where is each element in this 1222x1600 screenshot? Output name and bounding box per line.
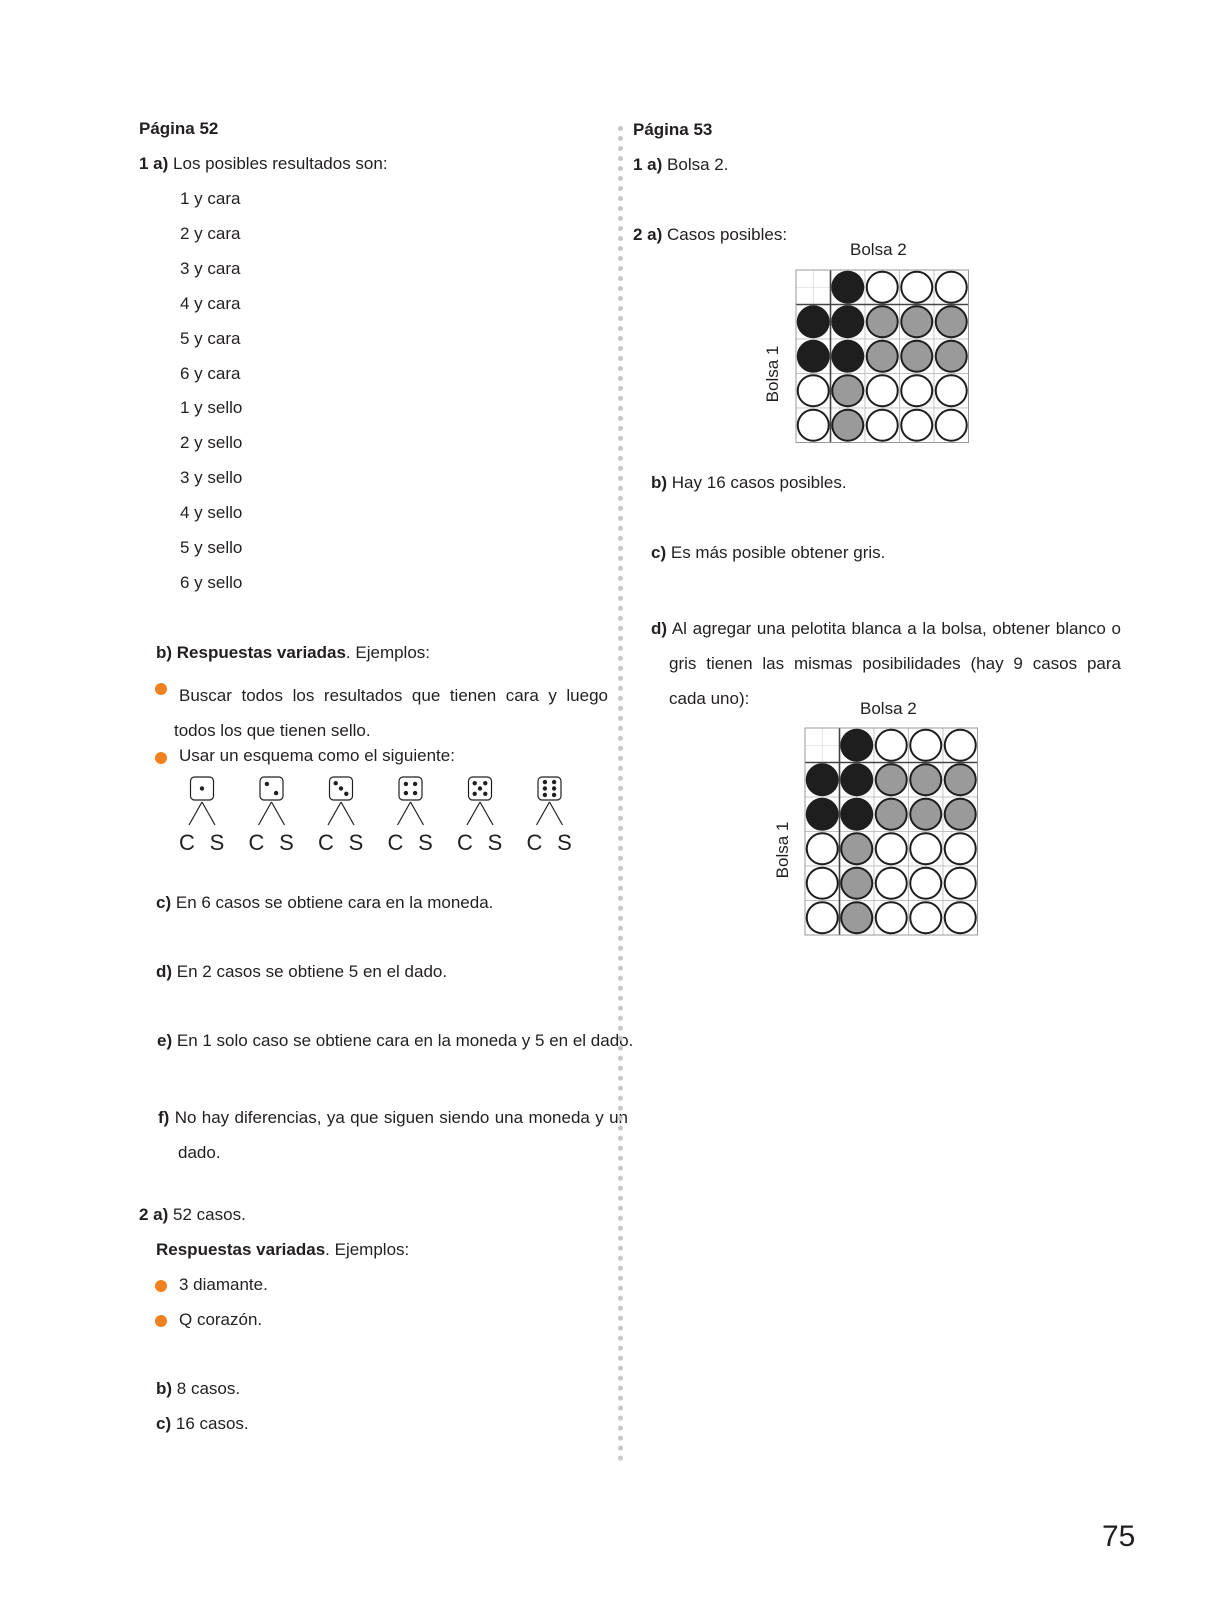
ball-gray <box>936 341 967 372</box>
tree-branch <box>272 802 285 825</box>
q1f-left <box>158 1100 628 1170</box>
ball-white <box>876 730 907 761</box>
q2b-text: 8 casos. <box>176 1379 241 1398</box>
ball-white <box>807 902 838 933</box>
q1b-left <box>156 643 430 663</box>
outcome-item: 4 y cara <box>180 294 241 313</box>
ball-black <box>841 764 872 795</box>
ball-gray <box>910 764 941 795</box>
ball-gray <box>945 764 976 795</box>
right-page-heading: Página 53 <box>633 120 713 139</box>
q2d-right-label: d) <box>651 619 668 638</box>
q2-bullet-2: Q corazón. <box>179 1310 263 1329</box>
q2b-label: b) <box>156 1379 173 1398</box>
outcome-item: 6 y cara <box>180 364 241 383</box>
ball-white <box>936 375 967 406</box>
ball-white <box>936 272 967 303</box>
ball-white <box>910 902 941 933</box>
outcome-item: 1 y cara <box>180 189 241 208</box>
q2c-right <box>651 543 885 563</box>
q1d-left <box>156 962 447 982</box>
q2-bullet-1: 3 diamante. <box>179 1275 268 1294</box>
q2b-right <box>651 473 847 493</box>
ball-black <box>832 272 863 303</box>
bullet-icon <box>155 1315 167 1327</box>
tree-label-s: S <box>279 830 294 855</box>
q2b-left <box>156 1379 240 1399</box>
die-6-icon <box>538 777 561 800</box>
die-3-icon <box>330 777 353 800</box>
ball-black <box>807 764 838 795</box>
tree-branch <box>411 802 424 825</box>
outcome-item: 4 y sello <box>180 503 243 522</box>
grid1-outcome-grid <box>795 269 969 443</box>
q1e-text: En 1 solo caso se obtiene cara en la moneda y 5 en el dado. <box>176 1031 634 1050</box>
ball-white <box>910 730 941 761</box>
ball-white <box>867 410 898 441</box>
tree-label-s: S <box>348 830 364 855</box>
outcome-item: 2 y cara <box>180 224 241 243</box>
bullet-1-text: Buscar todos los resultados que tienen cara y luego todos los que tienen sello. <box>174 686 608 740</box>
ball-gray <box>901 341 932 372</box>
grid2-col-label: Bolsa 2 <box>860 699 917 718</box>
outcome-item: 2 y sello <box>180 433 243 452</box>
q2d-right-text: Al agregar una pelotita blanca a la bolsa, obtener blanco o gris tienen las mismas posibilidades (hay 9 casos para cada uno): <box>669 619 1121 708</box>
ball-black <box>841 730 872 761</box>
q1d-text: En 2 casos se obtiene 5 en el dado. <box>176 962 448 981</box>
q2-responses-text: . Ejemplos: <box>325 1240 410 1259</box>
outcome-item: 3 y cara <box>180 259 241 278</box>
q1b-text: . Ejemplos: <box>345 643 431 662</box>
ball-gray <box>876 764 907 795</box>
tree-label-s: S <box>557 830 572 855</box>
tree-label-c: C <box>387 830 404 855</box>
ball-white <box>798 410 829 441</box>
dice-tree-group <box>179 777 572 855</box>
ball-white <box>945 833 976 864</box>
q1a-right-text: Bolsa 2. <box>667 155 729 174</box>
tree-label-s: S <box>209 830 225 855</box>
ball-white <box>936 410 967 441</box>
bullet-icon <box>155 1280 167 1292</box>
ball-gray <box>841 833 872 864</box>
ball-white <box>807 833 838 864</box>
grid2-outcome-grid <box>804 727 980 937</box>
ball-white <box>876 868 907 899</box>
q2b-right-text: Hay 16 casos posibles. <box>671 473 847 492</box>
left-page-heading: Página 52 <box>139 119 219 138</box>
tree-label-c: C <box>248 830 265 855</box>
q2a-right-label: 2 a) <box>633 225 663 244</box>
grid2-cells <box>805 728 978 935</box>
ball-white <box>945 730 976 761</box>
outcome-item: 5 y sello <box>180 538 243 557</box>
ball-gray <box>832 375 863 406</box>
ball-white <box>798 375 829 406</box>
ball-black <box>841 799 872 830</box>
ball-white <box>945 902 976 933</box>
tree-label-c: C <box>318 830 334 855</box>
die-2-icon <box>260 777 283 800</box>
bullet-icon <box>155 683 167 695</box>
q2c-label: c) <box>156 1414 172 1433</box>
ball-gray <box>901 306 932 337</box>
q2a-label: 2 a) <box>139 1205 169 1224</box>
ball-white <box>901 410 932 441</box>
q2c-right-label: c) <box>651 543 667 562</box>
grid1-col-label: Bolsa 2 <box>850 240 907 259</box>
outcome-item: 3 y sello <box>180 468 243 487</box>
q2a-right <box>633 225 787 245</box>
q1c-label: c) <box>156 893 172 912</box>
ball-white <box>867 272 898 303</box>
q1f-label: f) <box>158 1108 170 1127</box>
q1c-text: En 6 casos se obtiene cara en la moneda. <box>175 893 494 912</box>
ball-white <box>876 902 907 933</box>
tree-label-s: S <box>487 830 503 855</box>
ball-white <box>901 272 932 303</box>
outcome-item: 6 y sello <box>180 573 243 592</box>
grid1-cells <box>796 270 969 443</box>
q2a-left <box>139 1205 246 1225</box>
tree-branch <box>259 802 272 825</box>
column-divider <box>618 126 623 1462</box>
q2b-right-label: b) <box>651 473 668 492</box>
q2a-text: 52 casos. <box>173 1205 246 1224</box>
q1e-label: e) <box>157 1031 173 1050</box>
ball-white <box>910 868 941 899</box>
tree-branch <box>398 802 411 825</box>
tree-branch <box>537 802 550 825</box>
ball-white <box>867 375 898 406</box>
ball-gray <box>841 868 872 899</box>
tree-label-s: S <box>418 830 433 855</box>
tree-branch <box>189 802 202 825</box>
tree-branch <box>328 802 341 825</box>
ball-black <box>798 306 829 337</box>
ball-white <box>876 833 907 864</box>
tree-label-c: C <box>526 830 543 855</box>
ball-gray <box>841 902 872 933</box>
tree-branch <box>480 802 493 825</box>
q1a-text: Los posibles resultados son: <box>173 154 388 173</box>
bullet-icon <box>155 752 167 764</box>
ball-white <box>901 375 932 406</box>
ball-gray <box>867 306 898 337</box>
bullet-2-text: Usar un esquema como el siguiente: <box>179 746 455 765</box>
q1e-left <box>157 1031 633 1051</box>
q2-responses-label: Respuestas variadas <box>156 1240 326 1259</box>
ball-black <box>798 341 829 372</box>
die-4-icon <box>399 777 422 800</box>
q1a-left <box>139 154 388 174</box>
tree-branch <box>550 802 563 825</box>
dice-tree-diagram <box>170 775 590 870</box>
ball-white <box>910 833 941 864</box>
ball-white <box>807 868 838 899</box>
ball-black <box>832 341 863 372</box>
ball-black <box>807 799 838 830</box>
grid2-row-label: Bolsa 1 <box>773 821 792 879</box>
grid1-row-label: Bolsa 1 <box>763 345 782 403</box>
ball-gray <box>832 410 863 441</box>
tree-label-c: C <box>179 830 195 855</box>
ball-black <box>832 306 863 337</box>
die-1-icon <box>191 777 214 800</box>
q2c-right-text: Es más posible obtener gris. <box>670 543 886 562</box>
q1d-label: d) <box>156 962 173 981</box>
q1f-text: No hay diferencias, ya que siguen siendo una moneda y un dado. <box>174 1108 628 1162</box>
ball-gray <box>936 306 967 337</box>
ball-gray <box>945 799 976 830</box>
q1b-label: b) Respuestas variadas <box>156 643 346 662</box>
ball-white <box>945 868 976 899</box>
die-5-icon <box>469 777 492 800</box>
page-number: 75 <box>1102 1520 1136 1553</box>
q1c-left <box>156 893 493 913</box>
q2-responses <box>156 1240 409 1260</box>
outcome-item: 5 y cara <box>180 329 241 348</box>
tree-label-c: C <box>457 830 473 855</box>
ball-gray <box>867 341 898 372</box>
ball-gray <box>910 799 941 830</box>
q1a-label: 1 a) <box>139 154 169 173</box>
q2c-text: 16 casos. <box>175 1414 249 1433</box>
outcome-item: 1 y sello <box>180 398 243 417</box>
q2a-right-text: Casos posibles: <box>667 225 788 244</box>
q1a-right <box>633 155 728 175</box>
q1a-right-label: 1 a) <box>633 155 663 174</box>
tree-branch <box>341 802 354 825</box>
ball-gray <box>876 799 907 830</box>
tree-branch <box>202 802 215 825</box>
tree-branch <box>467 802 480 825</box>
q2c-left <box>156 1414 249 1434</box>
